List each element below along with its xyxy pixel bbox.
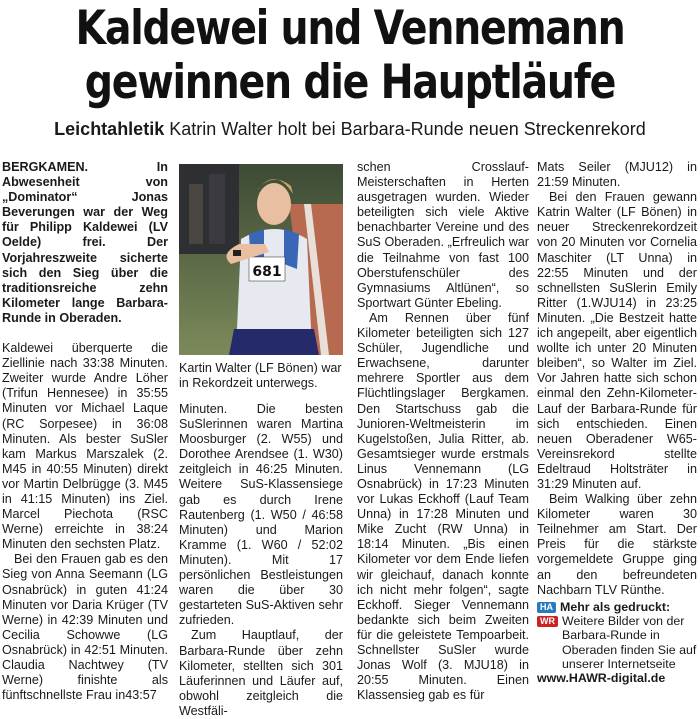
runner-photo	[179, 164, 343, 355]
article-paragraph: Beim Walking über zehn Kilometer waren 30 Teilnehmer am Start. Der Preis für die stärkste vorgemeldete Gruppe ging an den befreundeten Nachbarn TLV Rünthe.	[537, 492, 697, 597]
bib-number: 681	[252, 264, 282, 280]
wr-badge: WR	[537, 616, 558, 627]
article-paragraph: Am Rennen über fünf Kilometer beteiligten sich 127 Schüler, Jugendliche und Erwachsene, darunter mehrere Sportler aus dem Flüchtlingslager Bergkamen. Den Startschuss gab die Junioren-Weltmeisterin im Kugelstoßen, Julia Ritter, ab. Gesamtsieger wurde erstmals Linus Vennemann (LG Osnabrück) in 17:23 Minuten vor Lukas Eckhoff (Lauf Team Unna) in 17:28 Minuten und Mike Zucht (RW Unna) in 18:14 Minuten. „Bis einen Kilometer vor dem Ende liefen wir gleichauf, danach konnte ich nicht mehr folgen“, sagte Eckhoff. Sieger Vennemann bedankte sich beim Zweiten für die geleistete Tempoarbeit. Schnellster SuSler wurde Jonas Wolf (3. MJU18) in 20:55 Minuten. Einen Klassensieg gab es für	[357, 310, 529, 703]
article-paragraph: Mats Seiler (MJU12) in 21:59 Minuten.	[537, 160, 697, 190]
article-lead: BERGKAMEN. In Abwesenheit von „Dominator“ Jonas Beverungen war der Weg für Philipp Kaldewei (LV Oelde) frei. Der Vorjahreszweite sicherte sich den Sieg über die traditionsreiche zehn Kilometer lange Barbara-Runde in Oberaden.	[2, 160, 168, 325]
subline	[0, 119, 700, 140]
article-paragraph: Kaldewei überquerte die Ziellinie nach 33:38 Minuten. Zweiter wurde Andre Löher (Trifun Hennesee) in 35:55 Minuten vor Michael Laque (RC Sorpesee) in 36:08 Minuten. Als bester SuSler kam Markus Marszalek (2. M45 in 40:55 Minuten) direkt vor Martin Delbrügge (3. M45 in 41:15 Minuten) ins Ziel. Marcel Piechota (RSC Werne) erreichte in 38:24 Minuten den sechsten Platz.	[2, 341, 168, 552]
article-paragraph: Minuten. Die besten SuSlerinnen waren Martina Moosburger (2. W55) und Dorothee Arendsee (1. W30) zeitgleich in 46:25 Minuten. Weitere SuS-Klassensiege gab es durch Irene Rautenberg (1. W50 / 46:58 Minuten) und Marion Kramme (1. W60 / 52:02 Minuten). Mit 17 persönlichen Bestleistungen waren die über 30 gestarteten SuS-Aktiven sehr zufrieden.	[179, 402, 343, 628]
article-paragraph: Zum Hauptlauf, der Barbara-Runde über zehn Kilometer, stellten sich 301 Läuferinnen und Läufer auf, obwohl zeitgleich die Westfäli-	[179, 628, 343, 718]
subline-text: Katrin Walter holt bei Barbara-Runde neuen Streckenrekord	[169, 119, 646, 139]
article-column-3	[179, 402, 343, 718]
promo-box	[537, 600, 697, 685]
photo-caption: Kartin Walter (LF Bönen) war in Rekordzeit unterwegs.	[179, 361, 342, 390]
ha-badge: HA	[537, 602, 556, 613]
article-column-1	[2, 160, 168, 703]
promo-text: Weitere Bilder von der Barbara-Runde in Oberaden finden Sie auf unserer Internetseite	[562, 614, 697, 671]
article-column-5	[537, 160, 697, 600]
article-column-4	[357, 160, 529, 703]
article-paragraph: Bei den Frauen gewann Katrin Walter (LF Bönen) in neuer Streckenrekordzeit von 20 Minuten vor Cornelia Maschiter (LT Unna) in 22:55 Minuten und der schnellsten SuSlerin Emily Ritter (1.WJU14) in 23:25 Minuten. „Die Bestzeit hatte ich angepeilt, aber eigentlich wollte ich unter 20 Minuten bleiben“, so Walter im Ziel. Vor Jahren hatte sich schon einmal den Zehn-Kilometer-Lauf der Barbara-Runde für sich entschieden. Einen neuen Oberadener W65-Vereinsrekord stellte Edeltraud Holtsträter in 31:29 Minuten auf.	[537, 190, 697, 491]
promo-header	[537, 600, 697, 614]
promo-title: Mehr als gedruckt:	[560, 600, 671, 614]
promo-url-link[interactable]: www.HAWR-digital.de	[537, 671, 666, 686]
subline-kicker: Leichtahletik	[54, 119, 165, 139]
runner-photo-illustration	[179, 164, 343, 355]
article-paragraph: schen Crosslauf-Meisterschaften in Herten ausgetragen wurden. Wieder beteiligten sich viele Aktive benachbarter Vereine und des SuS Oberaden. „Erfreulich war die Teilnahme von fast 100 Oberstufenschüler des Gymnasiums Altlünen“, so Sportwart Günter Ebeling.	[357, 160, 529, 310]
headline-line-1: Kaldewei und Vennemann	[75, 1, 625, 56]
headline-line-2: gewinnen die Hauptläufe	[84, 55, 616, 110]
article-paragraph: Bei den Frauen gab es den Sieg von Anna Seemann (LG Osnabrück) in guten 41:24 Minuten vor Daria Krüger (TV Werne) in 42:39 Minuten und Cecilia Schowwe (LG Osnabrück) in 42:51 Minuten. Claudia Nachtwey (TV Werne) finishte als fünftschnellste Frau in43:57	[2, 552, 168, 703]
promo-body	[537, 614, 697, 671]
